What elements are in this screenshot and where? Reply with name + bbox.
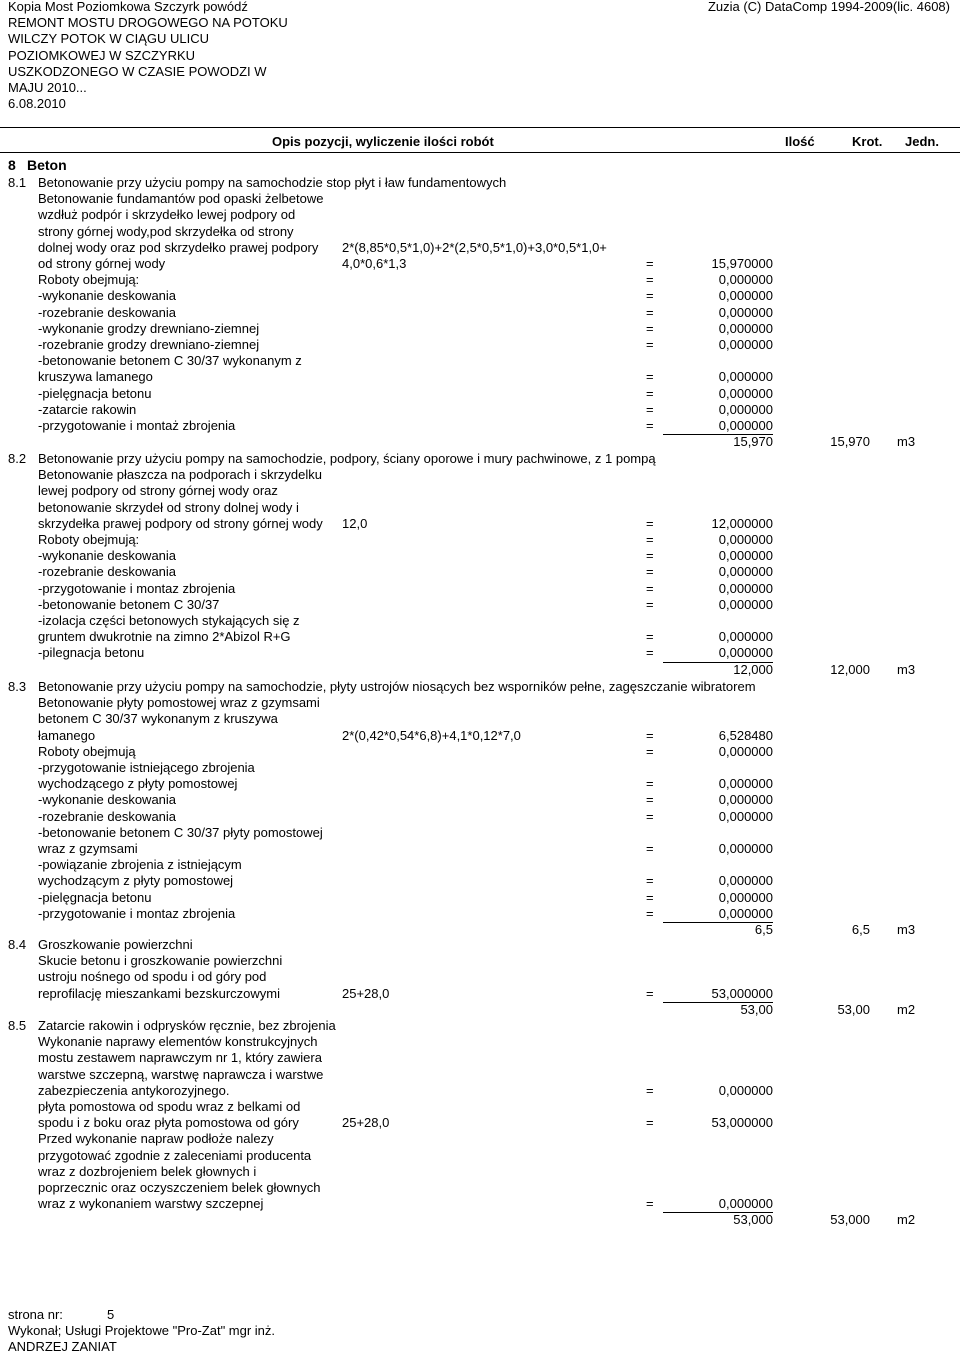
position-unit: m3 xyxy=(897,434,916,450)
row-text: -wykonanie deskowania xyxy=(38,288,177,304)
row-value: 0,000000 xyxy=(718,776,773,792)
row-text: betonowanie skrzydeł od strony dolnej wody i xyxy=(38,499,299,515)
column-quantity: Ilość xyxy=(785,134,815,149)
row-value: 0,000000 xyxy=(718,369,773,385)
row-text: Roboty obejmują xyxy=(38,743,136,759)
row-value: 53,000000 xyxy=(711,1115,773,1131)
row-formula: 4,0*0,6*1,3 xyxy=(342,256,407,271)
row-value: 0,000000 xyxy=(663,906,773,923)
row-equals: = xyxy=(646,985,654,1001)
position-number: 8.2 xyxy=(8,451,27,466)
row-equals: = xyxy=(646,808,654,824)
row-text: -wykonanie deskowania xyxy=(38,548,177,564)
author-line-2: ANDRZEJ ZANIAT xyxy=(8,1339,117,1354)
position-number: 8.4 xyxy=(8,937,27,952)
position-title: Zatarcie rakowin i odprysków ręcznie, bez zbrojenia xyxy=(38,1018,336,1033)
row-equals: = xyxy=(646,596,654,612)
position-unit: m2 xyxy=(897,1001,916,1017)
row-equals: = xyxy=(646,629,654,645)
column-unit: Jedn. xyxy=(905,134,939,149)
row-value: 0,000000 xyxy=(718,629,773,645)
row-text: -betonowanie betonem C 30/37 xyxy=(38,596,220,612)
position-krot: 12,000 xyxy=(830,661,870,677)
row-text: -wykonanie grodzy drewniano-ziemnej xyxy=(38,320,260,336)
row-equals: = xyxy=(646,401,654,417)
row-text: wzdłuż podpór i skrzydełko lewej podpory od xyxy=(38,207,296,223)
row-text: płyta pomostowa od spodu wraz z belkami od xyxy=(38,1099,301,1114)
position-krot: 15,970 xyxy=(830,434,870,450)
row-value: 0,000000 xyxy=(718,596,773,612)
position-total: 53,00 xyxy=(740,1001,773,1017)
row-formula: 2*(0,42*0,54*6,8)+4,1*0,12*7,0 xyxy=(342,727,521,743)
row-text: -wykonanie deskowania xyxy=(38,792,177,808)
row-text: wychodzącym z płyty pomostowej xyxy=(38,873,234,889)
position-krot: 53,000 xyxy=(830,1212,870,1228)
row-value: 0,000000 xyxy=(718,743,773,759)
header-bottom-rule xyxy=(0,152,960,153)
header-top-rule xyxy=(0,127,960,128)
row-value: 15,970000 xyxy=(711,256,773,271)
row-value: 0,000000 xyxy=(718,564,773,580)
row-text: -przygotowanie i montaz zbrojenia xyxy=(38,580,236,596)
row-value: 0,000000 xyxy=(718,272,773,288)
row-formula: 25+28,0 xyxy=(342,1115,390,1131)
row-value: 0,000000 xyxy=(718,320,773,336)
column-krot: Krot. xyxy=(852,134,883,149)
section-title: Beton xyxy=(27,157,67,173)
row-value: 0,000000 xyxy=(718,401,773,417)
row-text: wychodzącego z płyty pomostowej xyxy=(38,776,238,792)
row-value: 0,000000 xyxy=(663,645,773,662)
row-text: -izolacja części betonowych stykających się z xyxy=(38,613,300,628)
page-number: 5 xyxy=(107,1307,115,1322)
row-equals: = xyxy=(646,727,654,743)
row-text: Skucie betonu i groszkowanie powierzchni xyxy=(38,953,283,969)
row-text: Wykonanie naprawy elementów konstrukcyjnych xyxy=(38,1034,318,1050)
row-equals: = xyxy=(646,889,654,905)
row-value: 0,000000 xyxy=(718,808,773,824)
row-text: -rozebranie deskowania xyxy=(38,304,177,320)
title-line: POZIOMKOWEJ W SZCZYRKU xyxy=(8,47,196,63)
author-line-1: Wykonał; Usługi Projektowe "Pro-Zat" mgr inż. xyxy=(8,1323,276,1338)
row-text: Betonowanie płaszcza na podporach i skrzydelku xyxy=(38,467,323,483)
row-value: 0,000000 xyxy=(718,792,773,808)
row-equals: = xyxy=(646,369,654,385)
row-text: -powiązanie zbrojenia z istniejącym xyxy=(38,857,242,873)
title-line: Kopia Most Poziomkowa Szczyrk powódź xyxy=(8,0,248,14)
row-text: -pielęgnacja betonu xyxy=(38,889,152,905)
page-label: strona nr: xyxy=(8,1307,63,1322)
row-text: -rozebranie deskowania xyxy=(38,564,177,580)
title-line: USZKODZONEGO W CZASIE POWODZI W xyxy=(8,63,267,79)
row-equals: = xyxy=(646,792,654,808)
position-title: Betonowanie przy użyciu pompy na samochodzie stop płyt i ław fundamentowych xyxy=(38,175,507,190)
row-value: 53,000000 xyxy=(663,986,773,1003)
row-text: łamanego xyxy=(38,727,96,743)
row-text: -przygotowanie istniejącego zbrojenia xyxy=(38,760,255,775)
row-text: Przed wykonanie napraw podłoże nalezy xyxy=(38,1131,274,1147)
row-text: -przygotowanie i montaz zbrojenia xyxy=(38,905,236,921)
row-text: mostu zestawem naprawczym nr 1, który zawiera xyxy=(38,1050,322,1066)
position-total: 15,970 xyxy=(733,434,773,450)
position-total: 6,5 xyxy=(754,922,773,937)
position-number: 8.1 xyxy=(8,175,27,190)
row-text: wraz z wykonaniem warstwy szczepnej xyxy=(38,1196,264,1212)
row-text: -pilegnacja betonu xyxy=(38,645,145,661)
row-text: -przygotowanie i montaż zbrojenia xyxy=(38,418,236,433)
row-formula: 25+28,0 xyxy=(342,985,390,1001)
row-text: przygotować zgodnie z zaleceniami producenta xyxy=(38,1147,312,1163)
row-value: 0,000000 xyxy=(663,418,773,435)
row-text: -betonowanie betonem C 30/37 płyty pomostowej xyxy=(38,824,323,840)
row-equals: = xyxy=(646,256,654,271)
row-text: -rozebranie deskowania xyxy=(38,808,177,824)
position-total: 53,000 xyxy=(733,1212,773,1228)
row-value: 6,528480 xyxy=(718,727,773,743)
row-text: Betonowanie płyty pomostowej wraz z gzymsami xyxy=(38,695,320,711)
position-unit: m2 xyxy=(897,1212,916,1228)
row-value: 0,000000 xyxy=(718,337,773,352)
position-title: Groszkowanie powierzchni xyxy=(38,937,193,952)
row-equals: = xyxy=(646,304,654,320)
row-value: 0,000000 xyxy=(718,841,773,856)
position-unit: m3 xyxy=(897,922,916,937)
row-text: reprofilację mieszankami bezskurczowymi xyxy=(38,985,281,1001)
row-equals: = xyxy=(646,288,654,304)
row-equals: = xyxy=(646,645,654,661)
row-text: skrzydełka prawej podpory od strony górnej wody xyxy=(38,515,323,531)
row-value: 0,000000 xyxy=(718,548,773,564)
row-text: wraz z gzymsami xyxy=(38,841,138,856)
row-text: zabezpieczenia antykorozyjnego. xyxy=(38,1082,230,1098)
row-text: od strony górnej wody xyxy=(38,256,166,271)
row-equals: = xyxy=(646,1196,654,1212)
software-label: Zuzia (C) DataComp 1994-2009(lic. 4608) xyxy=(707,0,950,14)
row-value: 0,000000 xyxy=(718,385,773,401)
row-text: Betonowanie fundamantów pod opaski żelbetowe xyxy=(38,191,324,207)
row-text: wraz z dozbrojeniem belek głownych i xyxy=(38,1163,257,1179)
title-line: MAJU 2010... xyxy=(8,80,87,95)
row-text: betonem C 30/37 wykonanym z kruszywa xyxy=(38,711,278,727)
row-formula: 12,0 xyxy=(342,515,368,531)
title-line: REMONT MOSTU DROGOWEGO NA POTOKU xyxy=(8,15,288,31)
position-title: Betonowanie przy użyciu pompy na samochodzie, płyty ustrojów niosących bez wsporników pełne, zagęszczanie wibratorem xyxy=(38,679,756,694)
row-equals: = xyxy=(646,272,654,288)
row-text: warstwe szczepną, warstwę naprawcza i warstwe xyxy=(38,1066,324,1082)
row-equals: = xyxy=(646,1115,654,1131)
row-equals: = xyxy=(646,418,654,433)
row-value: 0,000000 xyxy=(718,532,773,547)
row-text: strony górnej wody,pod skrzydełka od strony xyxy=(38,223,294,239)
row-text: dolnej wody oraz pod skrzydełko prawej podpory xyxy=(38,239,319,255)
row-text: -zatarcie rakowin xyxy=(38,401,137,417)
row-value: 0,000000 xyxy=(718,873,773,889)
row-equals: = xyxy=(646,1082,654,1098)
column-description: Opis pozycji, wyliczenie ilości robót xyxy=(272,134,494,149)
row-value: 0,000000 xyxy=(718,304,773,320)
row-text: gruntem dwukrotnie na zimno 2*Abizol R+G xyxy=(38,629,291,645)
row-value: 0,000000 xyxy=(718,889,773,905)
row-equals: = xyxy=(646,532,654,547)
position-krot: 53,00 xyxy=(837,1001,870,1017)
position-krot: 6,5 xyxy=(851,922,870,937)
row-equals: = xyxy=(646,873,654,889)
row-value: 0,000000 xyxy=(718,580,773,596)
row-equals: = xyxy=(646,580,654,596)
row-text: lewej podpory od strony górnej wody oraz xyxy=(38,483,278,499)
row-value: 0,000000 xyxy=(718,288,773,304)
row-equals: = xyxy=(646,841,654,856)
position-total: 12,000 xyxy=(733,661,773,677)
row-text: -rozebranie grodzy drewniano-ziemnej xyxy=(38,337,260,352)
row-equals: = xyxy=(646,743,654,759)
row-equals: = xyxy=(646,385,654,401)
row-text: poprzecznic oraz oczyszczeniem belek głownych xyxy=(38,1180,321,1195)
row-equals: = xyxy=(646,548,654,564)
position-number: 8.3 xyxy=(8,679,27,694)
position-title: Betonowanie przy użyciu pompy na samochodzie, podpory, ściany oporowe i mury pachwinowe, z 1 pompą xyxy=(38,451,656,466)
section-number: 8 xyxy=(8,157,16,173)
row-equals: = xyxy=(646,320,654,336)
row-value: 0,000000 xyxy=(663,1196,773,1213)
row-value: 12,000000 xyxy=(711,515,773,531)
row-text: spodu i z boku oraz płyta pomostowa od góry xyxy=(38,1115,299,1131)
row-text: ustroju nośnego od spodu i od góry pod xyxy=(38,969,267,985)
position-number: 8.5 xyxy=(8,1018,27,1033)
row-text: kruszywa lamanego xyxy=(38,369,153,385)
row-equals: = xyxy=(646,564,654,580)
row-text: -betonowanie betonem C 30/37 wykonanym z xyxy=(38,353,302,369)
row-value: 0,000000 xyxy=(718,1082,773,1098)
row-formula: 2*(8,85*0,5*1,0)+2*(2,5*0,5*1,0)+3,0*0,5*1,0+ xyxy=(342,239,607,255)
row-equals: = xyxy=(646,776,654,792)
position-unit: m3 xyxy=(897,661,916,677)
row-text: Roboty obejmują: xyxy=(38,272,140,288)
row-text: -pielęgnacja betonu xyxy=(38,385,152,401)
row-equals: = xyxy=(646,337,654,352)
row-equals: = xyxy=(646,905,654,921)
title-line: 6.08.2010 xyxy=(8,96,66,112)
title-line: WILCZY POTOK W CIĄGU ULICU xyxy=(8,31,210,47)
row-equals: = xyxy=(646,515,654,531)
row-text: Roboty obejmują: xyxy=(38,532,140,547)
